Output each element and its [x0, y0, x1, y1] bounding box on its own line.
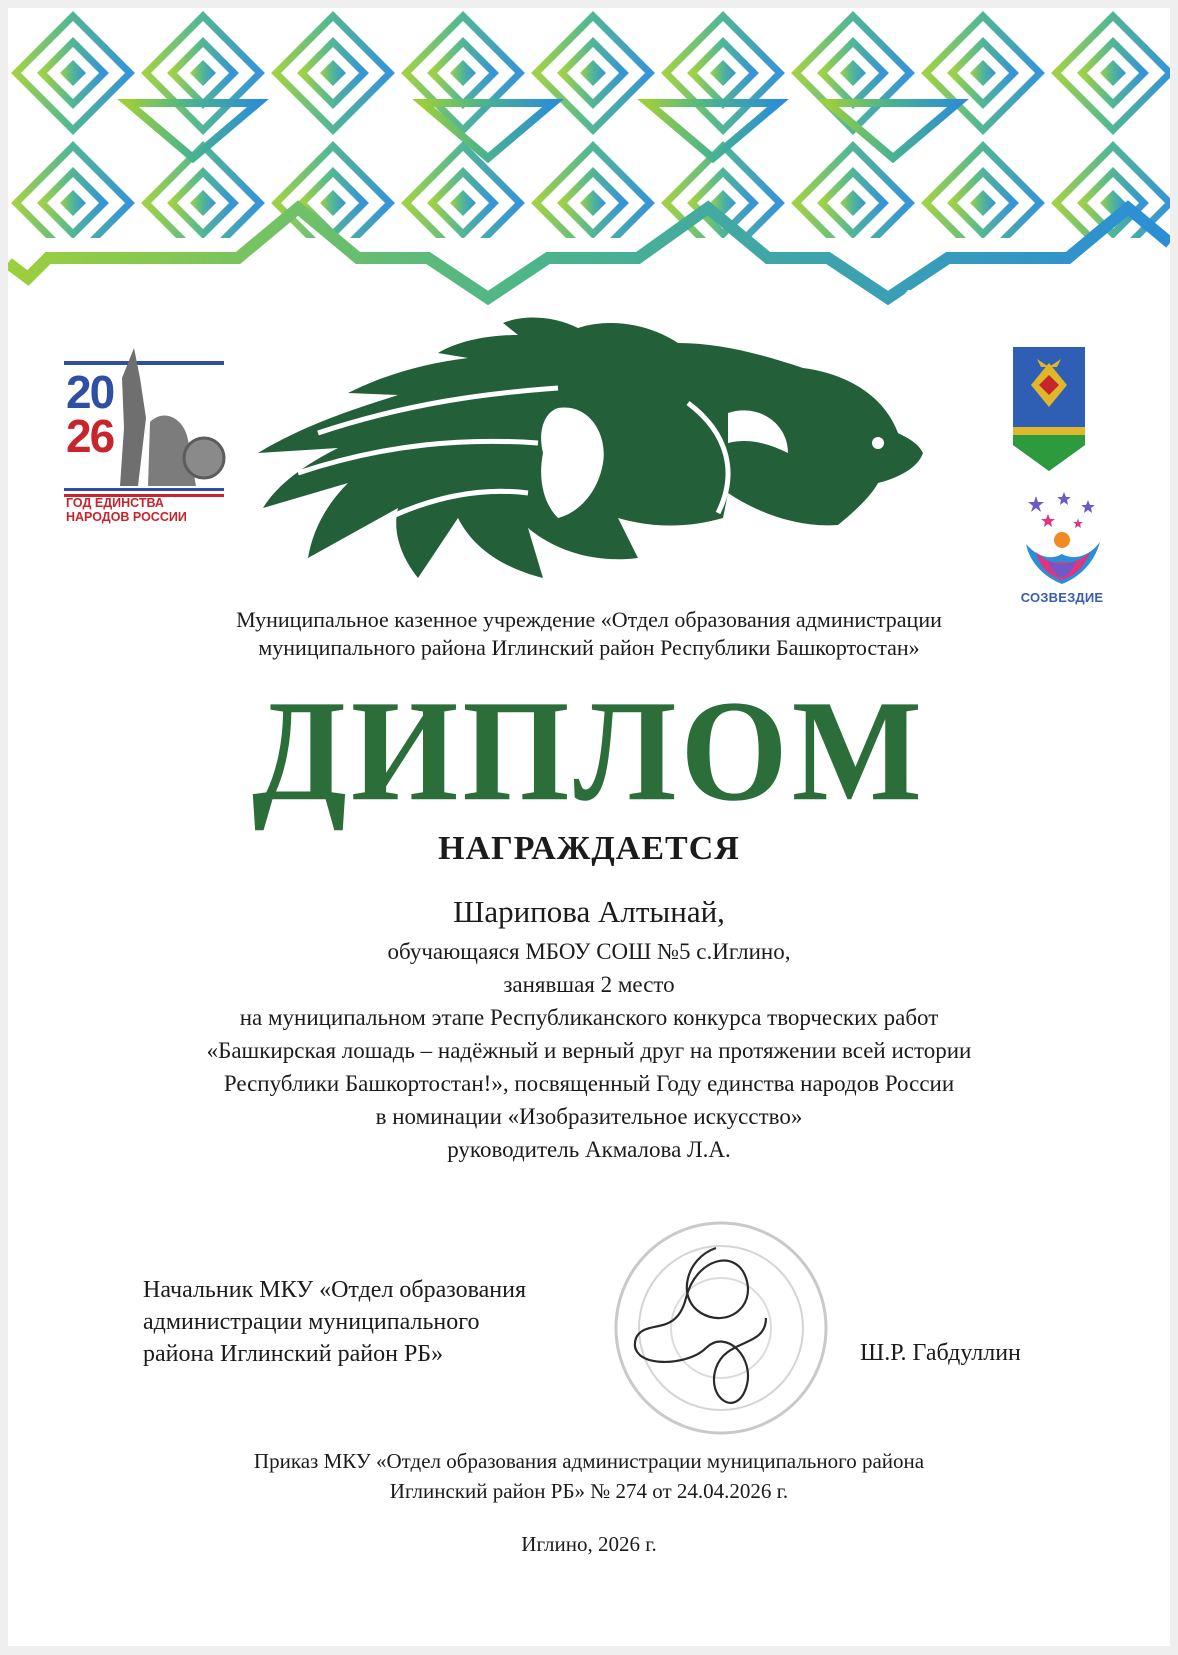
recipient-line: Республики Башкортостан!», посвященный Году единства народов России [223, 1071, 955, 1096]
recipient-line: в номинации «Изобразительное искусство» [375, 1104, 803, 1129]
recipient-line: руководитель Акмалова Л.А. [447, 1137, 731, 1162]
diploma-title: ДИПЛОМ [251, 670, 927, 831]
year-of-unity-logo [64, 348, 234, 538]
year-top: 20 [66, 366, 114, 418]
recipient-line: занявшая 2 место [503, 972, 675, 997]
ornament-border [8, 8, 1170, 308]
coat-of-arms-icon [1011, 345, 1087, 473]
year-bottom: 26 [66, 410, 114, 462]
diploma-sheet [8, 8, 1170, 1646]
recipient-line: «Башкирская лошадь – надёжный и верный друг на протяжении всей истории [206, 1038, 972, 1063]
constellation-logo [1018, 492, 1106, 612]
organization-line-1: Муниципальное казенное учреждение «Отдел образования администрации [236, 607, 942, 632]
year-caption: ГОД ЕДИНСТВА НАРОДОВ РОССИИ [66, 496, 187, 524]
recipient-name: Шарипова Алтынай, [453, 894, 725, 929]
recipient-line: на муниципальном этапе Республиканского конкурса творческих работ [239, 1005, 939, 1030]
awarded-label: НАГРАЖДАЕТСЯ [438, 830, 740, 867]
place-year: Иглино, 2026 г. [521, 1532, 657, 1556]
horse-emblem [258, 313, 928, 588]
organization-line-2: муниципального района Иглинский район Республики Башкортостан» [258, 635, 920, 660]
signatory-position: Начальник МКУ «Отдел образования администрации муниципального района Иглинский район РБ» [143, 1277, 527, 1367]
official-stamp [606, 1218, 836, 1438]
recipient-line: обучающаяся МБОУ СОШ №5 с.Иглино, [387, 939, 791, 964]
order-line-2: Иглинский район РБ» № 274 от 24.04.2026 г. [389, 1479, 789, 1503]
constellation-logo-text: СОЗВЕЗДИЕ [1020, 590, 1104, 605]
signatory-name: Ш.Р. Габдуллин [860, 1340, 1021, 1366]
order-line-1: Приказ МКУ «Отдел образования администрации муниципального района [253, 1449, 925, 1473]
